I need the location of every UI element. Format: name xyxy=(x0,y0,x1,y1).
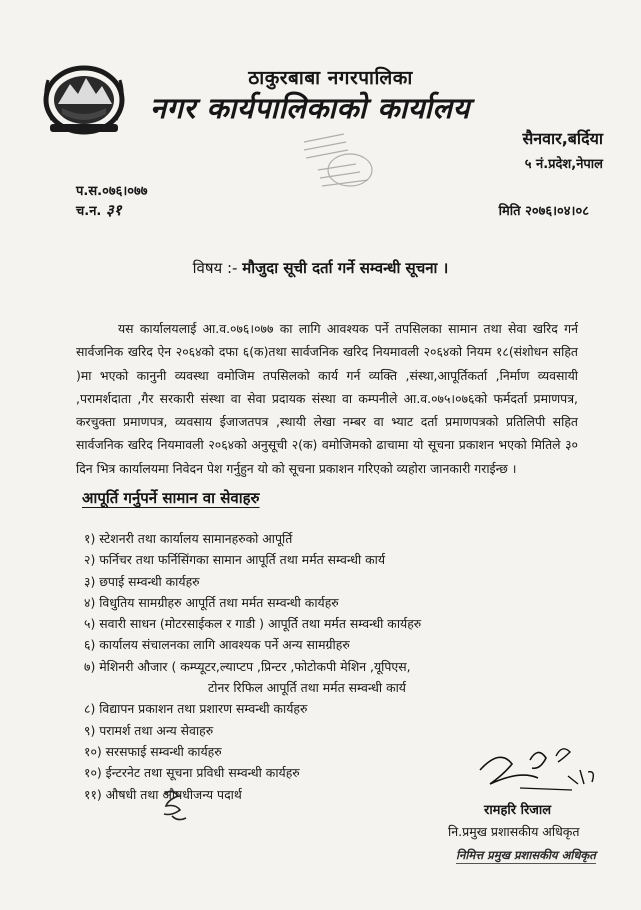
date-label: मिति xyxy=(498,204,521,219)
list-item: ११) औषधी तथा औषधीजन्य पदार्थ xyxy=(84,786,242,802)
list-item: १०) सरसफाई सम्वन्धी कार्यहरु xyxy=(84,743,222,759)
office-name: नगर कार्यपालिकाको कार्यालय xyxy=(150,91,470,125)
list-item-continuation: टोनर रिफिल आपूर्ति तथा मर्मत सम्वन्धी कार्य xyxy=(208,680,406,696)
signer-title: नि.प्रमुख प्रशासकीय अधिकृत xyxy=(448,824,580,839)
date xyxy=(499,201,589,219)
address-line-1: सैनवार,बर्दिया xyxy=(522,129,603,148)
patra-sankhya xyxy=(76,181,148,199)
subject-text: मौजुदा सूची दर्ता गर्ने सम्वन्धी सूचना । xyxy=(242,259,449,277)
list-item: ७) मेशिनरी औजार ( कम्प्यूटर,ल्याप्टप ,प्रिन्टर ,फोटोकपी मेशिन ,यूपिएस, xyxy=(84,658,411,674)
date-value: २०७६।०४।०८ xyxy=(525,204,589,219)
services-list xyxy=(84,528,421,805)
cn-value: ३१ xyxy=(105,201,122,219)
subject-line xyxy=(0,258,641,278)
cn-label: च.न. xyxy=(76,204,102,219)
list-item: ३) छपाई सम्वन्धी कार्यहरु xyxy=(84,573,200,589)
list-item: २) फर्निचर तथा फर्निसिंगका सामान आपूर्ति तथा मर्मत सम्वन्धी कार्य xyxy=(84,552,386,568)
list-item: ६) कार्यालय संचालनका लागि आवश्यक पर्ने अन्य सामग्रीहरु xyxy=(84,637,350,653)
handwritten-initial xyxy=(158,786,192,824)
list-item: ९) परामर्श तथा अन्य सेवाहरु xyxy=(84,722,214,738)
list-item: ४) विधुतिय सामग्रीहरु आपूर्ति तथा मर्मत सम्वन्धी कार्यहरु xyxy=(84,594,339,610)
list-heading: आपूर्ति गर्नुपर्ने सामान वा सेवाहरु xyxy=(82,489,260,507)
notice-body: यस कार्यालयलाई आ.व.०७६।०७७ का लागि आवश्यक पर्ने तपसिलका सामान तथा सेवा खरिद गर्न सार्वजनिक खरिद ऐन २०६४को दफा ६(क)तथा सार्वजनिक खरिद नियमावली २०६४को नियम १८(संशोधन सहित )मा भएको कानुनी व्यवस्था वमोजिम तपसिलको कार्य गर्न व्यक्ति ,संस्था,आपूर्तिकर्ता ,निर्माण व्यवसायी ,परामर्शदाता ,गैर सरकारी संस्था वा सेवा प्रदायक संस्था वा कम्पनीले आ.व.०७५।०७६को फर्मदर्ता प्रमाणपत्र, करचुक्ता प्रमाणपत्र, व्यवसाय ईजाजतपत्र ,स्थायी लेखा नम्बर वा भ्याट दर्ता प्रमाणपत्रको प्रतिलिपी सहित सार्वजनिक खरिद नियमावली २०६४को अनुसूची २(क) वमोजिमको ढाचामा यो सूचना प्रकाशन भएको मितिले ३० दिन भित्र कार्यालयमा निवेदन पेश गर्नुहुन यो को सूचना प्रकाशन गरिएको व्यहोरा जानकारी गराईन्छ । xyxy=(76,321,578,476)
signer-name: रामहरि रिजाल xyxy=(484,803,552,818)
office-seal xyxy=(298,130,380,196)
chalani-number xyxy=(76,200,122,220)
list-item: ८) विद्यापन प्रकाशन तथा प्रशारण सम्वन्धी कार्यहरु xyxy=(84,701,308,717)
designation-stamp: निमित्त प्रमुख प्रशासकीय अधिकृत xyxy=(456,848,596,862)
list-item: १) स्टेशनरी तथा कार्यालय सामानहरुको आपूर्ति xyxy=(84,531,293,546)
ps-value: ०७६।०७७ xyxy=(102,184,148,199)
signature-scribble xyxy=(460,740,610,800)
ps-label: प.स. xyxy=(76,184,103,199)
subject-label: विषय :- xyxy=(192,259,238,277)
list-item: १०) ईन्टरनेट तथा सूचना प्रविधी सम्वन्धी कार्यहरु xyxy=(84,765,300,781)
list-item: ५) सवारी साधन (मोटरसाईकल र गाडी ) आपूर्ति तथा मर्मत सम्वन्धी कार्यहरु xyxy=(84,616,422,632)
municipality-name: ठाकुरबाबा नगरपालिका xyxy=(248,67,413,89)
address-line-2: ५ नं.प्रदेश,नेपाल xyxy=(524,157,603,172)
